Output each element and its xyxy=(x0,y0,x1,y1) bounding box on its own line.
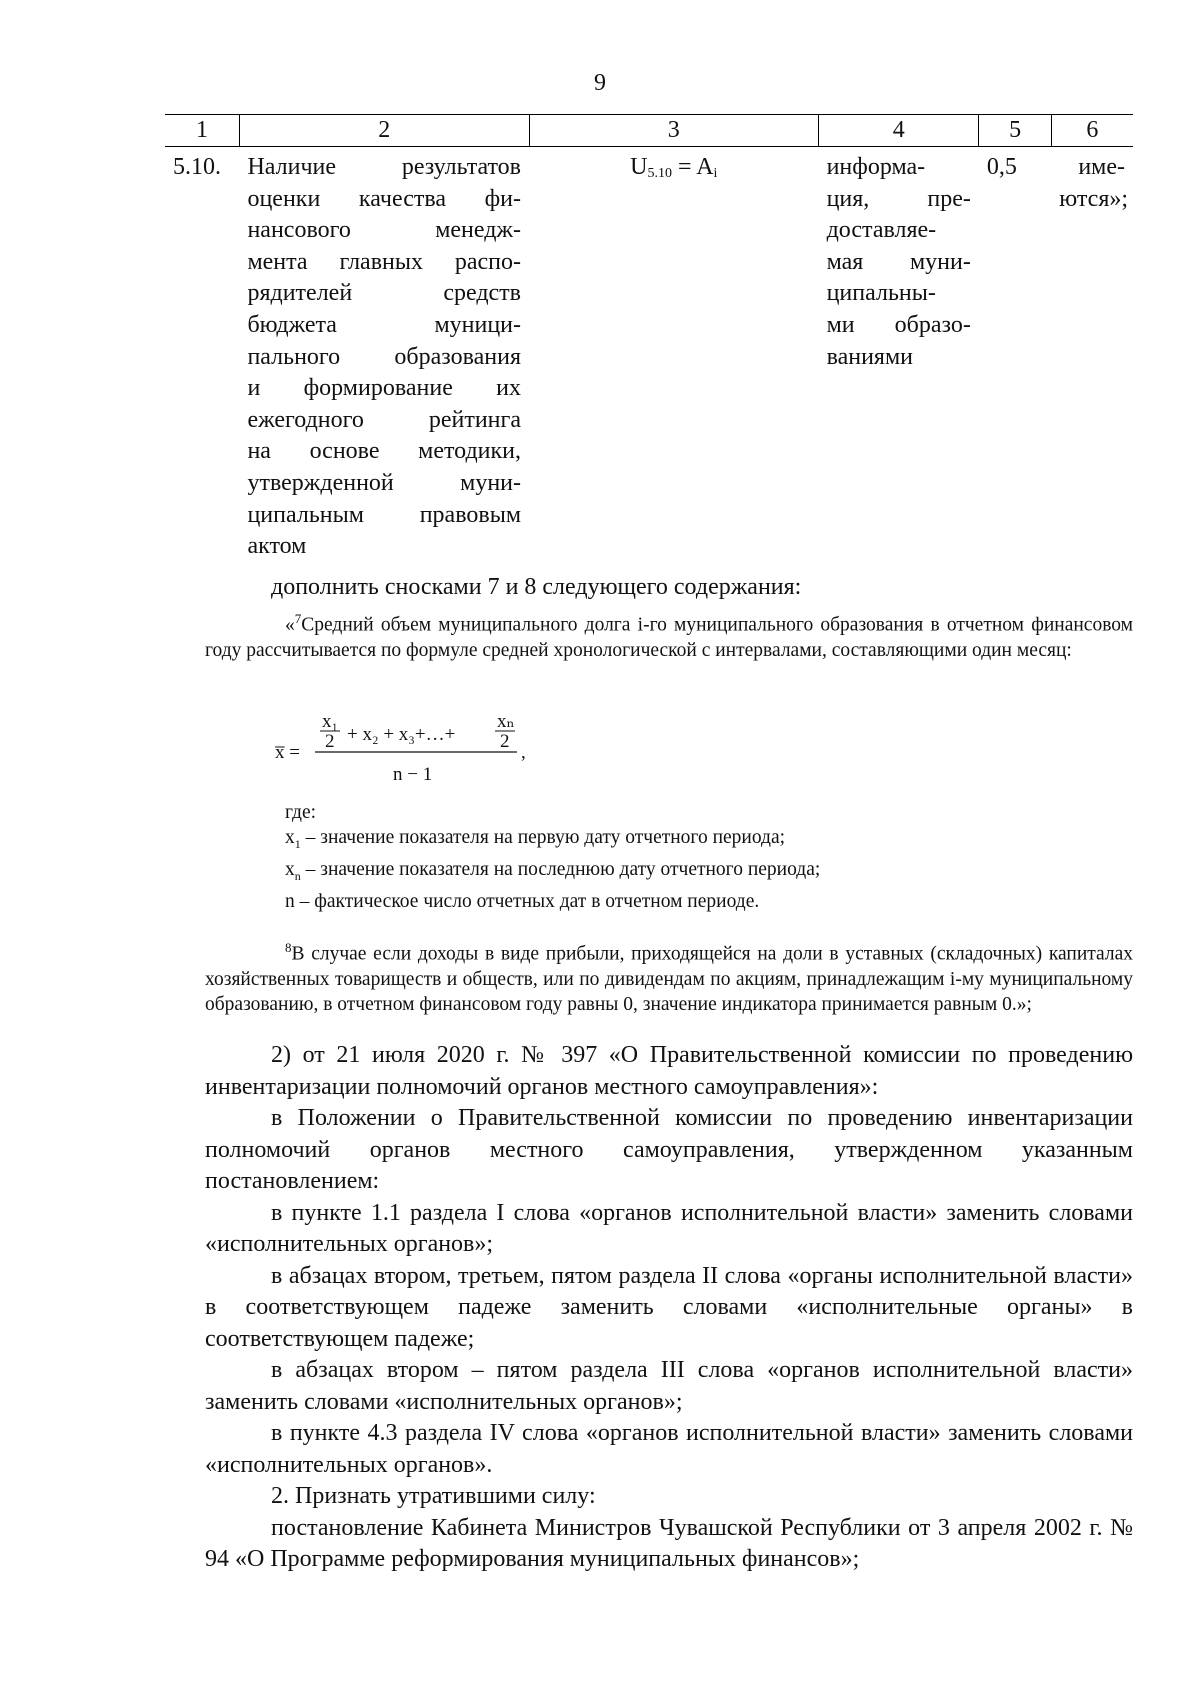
formula-lhs: x̅ = xyxy=(275,742,300,763)
table-header-cell: 3 xyxy=(529,115,819,147)
footnote-8-text xyxy=(205,935,1133,1017)
definition-xn-text: – значение показателя на последнюю дату отчетного периода; xyxy=(300,858,821,880)
paragraph: в абзацах втором – пятом раздела III слова «органов исполнительной власти» заменить словами «исполнительных органов»; xyxy=(205,1357,1133,1415)
definition-n: n – фактическое число отчетных дат в отчетном периоде. xyxy=(285,890,760,912)
note-cell xyxy=(1051,147,1133,563)
page-number: 9 xyxy=(594,70,606,96)
intro-block xyxy=(205,572,1133,604)
formula-base: U xyxy=(630,154,648,180)
var-x1: x xyxy=(285,827,295,848)
table-header-cell: 4 xyxy=(819,115,979,147)
where-label: где: xyxy=(285,802,317,823)
indicator-name-line: пального образования xyxy=(247,343,522,370)
formula-denominator: n − 1 xyxy=(393,764,433,785)
footnote-7-body: Средний объем муниципального долга i-го муниципального образования в отчетном финансовом году рассчитывается по формуле средней хронологической с интервалами, составляющими один месяц: xyxy=(205,614,1133,661)
paragraph: в пункте 4.3 раздела IV слова «органов исполнительной власти» заменить словами «исполнительных органов». xyxy=(205,1420,1133,1478)
indicator-name-line: бюджета муници- xyxy=(247,311,522,338)
footnote-8-mark: 8 xyxy=(285,940,292,955)
table-header-cell: 1 xyxy=(165,115,239,147)
indicator-name-line: рядителей средств xyxy=(247,280,522,307)
table-header-row xyxy=(165,115,1133,147)
formula-subscript: 5.10 xyxy=(647,166,672,181)
indicator-name-line: ципальным правовым xyxy=(247,501,522,528)
paragraph: постановление Кабинета Министров Чувашской Республики от 3 апреля 2002 г. № 94 «О Программе реформирования муниципальных финансов»; xyxy=(205,1514,1133,1572)
formula-middle: + x₂ + x₃+…+ xyxy=(347,724,456,745)
amendments-block xyxy=(205,1040,1133,1576)
frac1-denominator: 2 xyxy=(325,731,335,752)
paragraph: в пункте 1.1 раздела I слова «органов исполнительной власти» заменить словами «исполнительных органов»; xyxy=(205,1199,1133,1257)
data-source-line: информа- xyxy=(826,154,926,180)
indicator-name-line: ежегодного рейтинга xyxy=(247,406,522,433)
frac1-numerator: x₁ xyxy=(322,712,339,732)
definition-x1 xyxy=(285,825,1133,857)
note-line: име- xyxy=(1078,154,1125,180)
data-source xyxy=(819,147,979,563)
var-x1-sub: 1 xyxy=(294,836,301,851)
chronological-mean-formula xyxy=(275,712,555,792)
data-source-line: ция, пре- xyxy=(826,185,971,212)
formula-comma: , xyxy=(521,742,526,763)
footnote-7 xyxy=(205,606,1133,663)
definition-x1-text: – значение показателя на первую дату отчетного периода; xyxy=(300,827,786,848)
var-xn-sub: n xyxy=(294,868,301,883)
indicator-name-line: мента главных распо- xyxy=(247,248,522,275)
table-header-cell: 2 xyxy=(239,115,529,147)
data-source-line: ваниями xyxy=(826,343,914,370)
weight-value: 0,5 xyxy=(986,154,1017,180)
indicator-name-line: на основе методики, xyxy=(247,438,522,465)
indicator-name xyxy=(239,147,529,563)
quote-open: « xyxy=(285,614,295,636)
table-row xyxy=(165,147,1133,563)
definitions-block xyxy=(285,800,1133,914)
paragraph: в Положении о Правительственной комиссии по проведению инвентаризации полномочий органов местного самоуправления, утвержденном указанным постановлением: xyxy=(205,1105,1133,1194)
footnote-8-body: В случае если доходы в виде прибыли, приходящейся на доли в уставных (складочных) капиталах хозяйственных товариществ и обществ, или по дивидендам по акциям, принадлежащим i-му муниципальному образованию, в отчетном финансовом году равны 0, значение индикатора принимается равным 0.»; xyxy=(205,943,1133,1015)
indicator-table xyxy=(165,114,1133,563)
indicator-formula xyxy=(529,147,819,563)
footnote-8 xyxy=(205,935,1133,1017)
indicator-name-line: утвержденной муни- xyxy=(247,469,522,496)
definition-xn xyxy=(285,857,1133,889)
frac2-numerator: xₙ xyxy=(497,712,515,732)
paragraph: 2) от 21 июля 2020 г. № 397 «О Правительственной комиссии по проведению инвентаризации полномочий органов местного самоуправления»: xyxy=(205,1042,1133,1100)
formula-equals: = A xyxy=(672,154,714,180)
table-header-cell: 5 xyxy=(979,115,1051,147)
frac2-denominator: 2 xyxy=(500,731,510,752)
footnote-7-text xyxy=(205,606,1133,663)
row-number: 5.10. xyxy=(173,154,221,180)
indicator-name-line: нансового менедж- xyxy=(247,217,522,244)
table-header-cell: 6 xyxy=(1051,115,1133,147)
data-source-line: ципальны- xyxy=(826,280,936,307)
data-source-line: ми образо- xyxy=(826,311,971,338)
footnote-7-mark: 7 xyxy=(294,611,302,626)
indicator-name-line: и формирование их xyxy=(247,375,522,402)
formula-subscript-i: i xyxy=(713,166,718,181)
paragraph: в абзацах втором, третьем, пятом раздела II слова «органы исполнительной власти» в соответствующем падеже заменить словами «исполнительные органы» в соответствующем падеже; xyxy=(205,1262,1133,1352)
indicator-name-line: Наличие результатов xyxy=(247,154,522,180)
data-source-line: мая муни- xyxy=(826,248,971,275)
data-source-line: доставляе- xyxy=(826,217,937,244)
indicator-name-line: актом xyxy=(247,533,307,560)
paragraph: 2. Признать утратившими силу: xyxy=(271,1483,596,1509)
var-xn: x xyxy=(285,858,295,880)
indicator-name-line: оценки качества фи- xyxy=(247,185,522,212)
note-line: ются»; xyxy=(1059,185,1129,212)
intro-paragraph: дополнить сносками 7 и 8 следующего содержания: xyxy=(271,574,802,600)
